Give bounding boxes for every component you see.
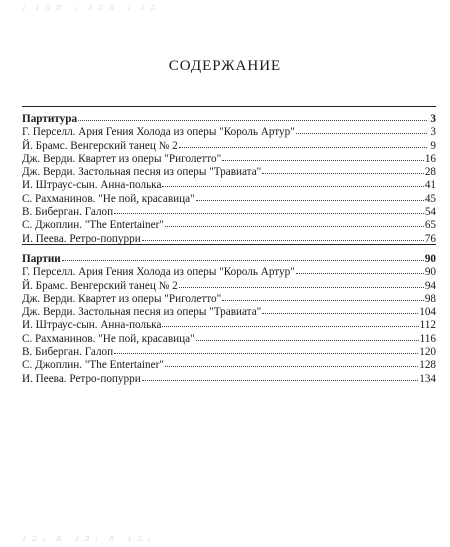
leader-dots — [296, 124, 427, 134]
toc-entry-label: Дж. Верди. Застольная песня из оперы "Травиата" — [22, 306, 262, 319]
toc-page-number: 45 — [424, 192, 436, 205]
toc-entry[interactable] — [22, 318, 436, 331]
toc-entry-label: С. Рахманинов. "Не пой, красавица" — [22, 332, 195, 345]
toc-page-number: 16 — [424, 152, 436, 165]
toc-entry[interactable] — [22, 139, 436, 152]
page-title: СОДЕРЖАНИЕ — [168, 58, 282, 74]
toc-entry-label: Дж. Верди. Застольная песня из оперы "Травиата" — [22, 166, 262, 179]
leader-dots — [62, 251, 424, 261]
toc-entry[interactable] — [22, 265, 436, 278]
leader-dots — [196, 191, 424, 201]
leader-dots — [262, 304, 418, 314]
toc-page-number: 41 — [424, 179, 436, 192]
toc-page-number: 65 — [424, 219, 436, 232]
toc-page-number: 3 — [430, 126, 436, 139]
toc-entry-label: С. Джоплин. "The Entertainer" — [22, 219, 164, 232]
leader-dots — [142, 371, 419, 381]
toc-entry-label: Й. Брамс. Венгерский танец № 2 — [22, 279, 178, 292]
toc-heading-label: Партии — [22, 253, 61, 265]
toc-entry[interactable] — [22, 345, 436, 358]
toc-page-number: 3 — [430, 113, 436, 125]
toc-page-number: 120 — [419, 346, 436, 359]
toc-entry-label: И. Штраус-сын. Анна-полька — [22, 319, 162, 332]
toc-page-number: 116 — [419, 332, 436, 345]
toc-page-number: 112 — [419, 319, 436, 332]
toc-entry[interactable] — [22, 358, 436, 371]
leader-dots — [162, 317, 418, 327]
toc-entry[interactable] — [22, 292, 436, 305]
toc-section-score — [22, 112, 436, 245]
leader-dots — [296, 264, 424, 274]
toc-entry-label: Й. Брамс. Венгерский танец № 2 — [22, 139, 178, 152]
toc-entry[interactable] — [22, 178, 436, 191]
toc-page-number: 98 — [424, 292, 436, 305]
toc-page-number: 94 — [424, 279, 436, 292]
leader-dots — [179, 138, 427, 148]
toc-page-number: 104 — [419, 306, 436, 319]
leader-dots — [196, 331, 419, 341]
section-divider-top — [22, 106, 436, 107]
toc-page-number: 9 — [430, 139, 436, 152]
toc-heading-label: Партитура — [22, 113, 78, 125]
toc-page-number: 90 — [424, 253, 436, 265]
toc-entry-label: И. Пеева. Ретро-попурри — [22, 232, 141, 245]
leader-dots — [114, 204, 424, 214]
leader-dots — [165, 357, 418, 367]
leader-dots — [179, 278, 424, 288]
toc-entry[interactable] — [22, 152, 436, 165]
toc-entry-label: В. Биберган. Галоп — [22, 346, 114, 359]
toc-entry-label: С. Джоплин. "The Entertainer" — [22, 359, 164, 372]
leader-dots — [78, 111, 427, 121]
leader-dots — [162, 177, 423, 187]
bleed-through-music-bottom: ♪ ♫ ♩ ♬ ♪ ♫ ♩ ♬ ♪ ♫ ♩ — [22, 533, 158, 543]
toc-entry-label: И. Пеева. Ретро-попурри — [22, 372, 141, 385]
toc-entry[interactable] — [22, 332, 436, 345]
toc-page-number: 128 — [419, 359, 436, 372]
toc-entry[interactable] — [22, 232, 436, 245]
toc-page-number: 76 — [424, 232, 436, 245]
toc-entry-label: Г. Перселл. Ария Гения Холода из оперы "Король Артур" — [22, 126, 295, 139]
leader-dots — [142, 231, 424, 241]
toc-entry[interactable] — [22, 279, 436, 292]
toc-entry[interactable] — [22, 125, 436, 138]
leader-dots — [262, 164, 424, 174]
toc-entry[interactable] — [22, 372, 436, 385]
toc-entry-label: Г. Перселл. Ария Гения Холода из оперы "Король Артур" — [22, 266, 295, 279]
toc-entry[interactable] — [22, 165, 436, 178]
toc-entry-label: И. Штраус-сын. Анна-полька — [22, 179, 162, 192]
toc-page-number: 90 — [424, 266, 436, 279]
leader-dots — [222, 291, 424, 301]
toc-entry[interactable] — [22, 205, 436, 218]
leader-dots — [165, 217, 424, 227]
toc-heading-parts[interactable] — [22, 252, 436, 265]
toc-page-number: 54 — [424, 206, 436, 219]
toc-entry[interactable] — [22, 305, 436, 318]
toc-entry-label: Дж. Верди. Квартет из оперы "Риголетто" — [22, 152, 222, 165]
toc-entry-label: С. Рахманинов. "Не пой, красавица" — [22, 192, 195, 205]
toc-entry[interactable] — [22, 218, 436, 231]
toc-section-parts — [22, 252, 436, 385]
leader-dots — [222, 151, 424, 161]
toc-page-number: 28 — [424, 166, 436, 179]
toc-entry-label: В. Биберган. Галоп — [22, 206, 114, 219]
leader-dots — [114, 344, 418, 354]
bleed-through-music-top: ♩ ♪ ♫ ♬ ♩ ♪ ♫ ♬ ♩ ♪ ♫ — [22, 2, 158, 12]
toc-heading-score[interactable] — [22, 112, 436, 125]
toc-page-number: 134 — [419, 372, 436, 385]
toc-entry-label: Дж. Верди. Квартет из оперы "Риголетто" — [22, 292, 222, 305]
toc-entry[interactable] — [22, 192, 436, 205]
section-divider-middle — [22, 244, 436, 245]
